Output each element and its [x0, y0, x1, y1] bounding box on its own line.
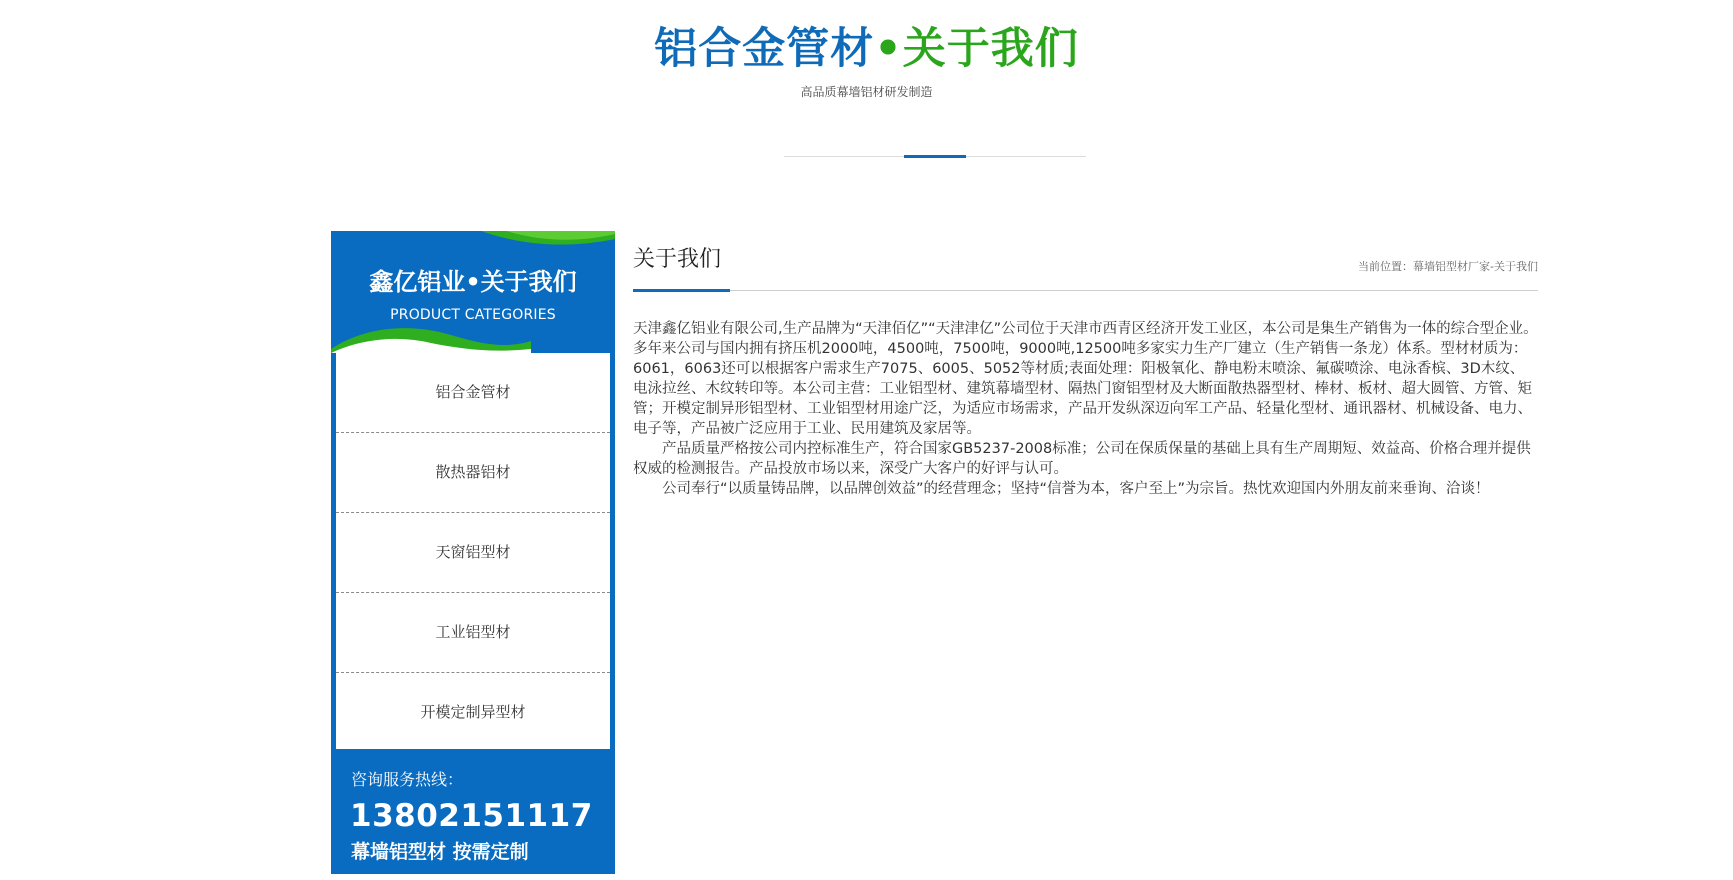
- category-list: [336, 353, 610, 749]
- sidebar: [331, 231, 615, 874]
- breadcrumb[interactable]: 当前位置：幕墙铝型材厂家-关于我们: [1358, 260, 1538, 273]
- article-paragraph: 公司奉行“以质量铸品牌，以品牌创效益”的经营理念；坚持“信誉为本，客户至上”为宗旨。热忱欢迎国内外朋友前来垂询、洽谈！: [662, 481, 1490, 497]
- hotline-number[interactable]: 13802151117: [350, 798, 593, 834]
- title-divider-accent: [904, 155, 966, 158]
- sidebar-header: [331, 231, 615, 353]
- section-divider: [633, 290, 1538, 291]
- about-article: [633, 319, 1538, 499]
- sidebar-title: 鑫亿铝业•关于我们: [369, 268, 577, 296]
- category-item-radiator-aluminum[interactable]: 散热器铝材: [336, 433, 610, 513]
- hotline-label: 咨询服务热线：: [351, 770, 464, 789]
- page-subtitle: 高品质幕墙铝材研发制造: [800, 85, 933, 99]
- category-item-industrial-profile[interactable]: 工业铝型材: [336, 593, 610, 673]
- section-divider-accent: [633, 289, 730, 292]
- article-paragraph: 产品质量严格按公司内控标准生产，符合国家GB5237-2008标准；公司在保质保量的基础上具有生产周期短、效益高、价格合理并提供权威的检测报告。产品投放市场以来，深受广大客户的好评与认可。: [633, 441, 1531, 477]
- page-title-section: •关于我们: [874, 24, 1079, 74]
- article-paragraph: 天津鑫亿铝业有限公司,生产品牌为“天津佰亿”“天津津亿”公司位于天津市西青区经济开发工业区，本公司是集生产销售为一体的综合型企业。多年来公司与国内拥有挤压机2000吨，4500吨，7500吨，9000吨,12500吨多家实力生产厂建立（生产销售一条龙）体系。型材材质为：6061，6063还可以根据客户需求生产7075、6005、5052等材质;表面处理：阳极氧化、静电粉末喷涂、氟碳喷涂、电泳香槟、3D木纹、电泳拉丝、木纹转印等。本公司主营：工业铝型材、建筑幕墙型材、隔热门窗铝型材及大断面散热器型材、棒材、板材、超大圆管、方管、矩管；开模定制异形铝型材、工业铝型材用途广泛，为适应市场需求，产品开发纵深迈向军工产品、轻量化型材、通讯器材、机械设备、电力、电子等，产品被广泛应用于工业、民用建筑及家居等。: [633, 321, 1538, 437]
- category-item-aluminum-pipe[interactable]: 铝合金管材: [336, 353, 610, 433]
- sidebar-subtitle: PRODUCT CATEGORIES: [390, 307, 556, 323]
- page-title: [0, 20, 1733, 78]
- page-title-product: 铝合金管材: [654, 24, 875, 74]
- section-title: 关于我们: [633, 247, 722, 272]
- category-item-custom-profile[interactable]: 开模定制异型材: [420, 703, 526, 721]
- category-item-skylight-profile[interactable]: 天窗铝型材: [336, 513, 610, 593]
- hotline-slogan: 幕墙铝型材 按需定制: [351, 841, 529, 863]
